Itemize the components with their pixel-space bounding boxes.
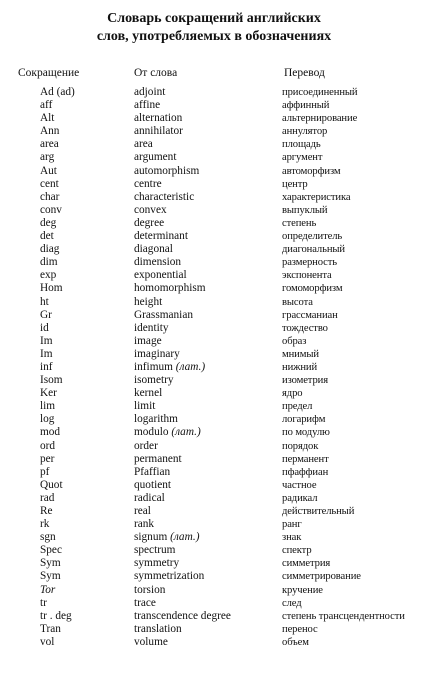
- source-word-cell: [134, 518, 154, 531]
- source-word-cell: [134, 99, 160, 112]
- table-row: [0, 204, 428, 217]
- source-word-text: symmetry: [134, 557, 180, 570]
- source-word-text: determinant: [134, 230, 188, 243]
- source-word-text: imaginary: [134, 347, 180, 360]
- source-word-text: kernel: [134, 387, 163, 400]
- table-row: [0, 518, 428, 531]
- source-word-cell: [134, 296, 162, 309]
- source-word-text: centre: [134, 177, 162, 190]
- source-word-text: convex: [134, 203, 167, 216]
- abbreviation-cell: Hom: [40, 282, 63, 295]
- source-word-text: symmetrization: [134, 570, 205, 583]
- abbreviation-cell: Sym: [40, 570, 61, 583]
- column-header-translation: Перевод: [284, 67, 325, 79]
- source-word-cell: [134, 86, 165, 99]
- abbreviation-cell: Quot: [40, 478, 63, 491]
- title-line-2: слов, употребляемых в обозначениях: [96, 29, 332, 44]
- table-row: [0, 492, 428, 505]
- source-word-cell: [134, 557, 179, 570]
- source-word-cell: [134, 138, 153, 151]
- source-word-cell: [134, 178, 162, 191]
- source-word-cell: [134, 243, 173, 256]
- source-word-text: signum: [134, 531, 168, 544]
- table-row: [0, 256, 428, 269]
- abbreviation-cell: log: [40, 413, 55, 426]
- source-word-cell: [134, 165, 199, 178]
- latin-note: (лат.): [171, 426, 201, 439]
- translation-cell: образ: [282, 335, 307, 347]
- source-word-text: height: [134, 295, 163, 308]
- abbreviation-cell: inf: [40, 360, 53, 373]
- source-word-text: area: [134, 138, 153, 151]
- source-word-text: volume: [134, 635, 168, 648]
- abbreviation-cell: diag: [40, 243, 60, 256]
- source-word-text: image: [134, 334, 162, 347]
- abbreviation-cell: sgn: [40, 531, 56, 544]
- source-word-text: annihilator: [134, 125, 183, 138]
- source-word-cell: [134, 335, 162, 348]
- table-row: [0, 269, 428, 282]
- translation-cell: объем: [282, 636, 309, 648]
- abbreviation-cell: conv: [40, 203, 62, 216]
- table-row: [0, 165, 428, 178]
- table-row: [0, 322, 428, 335]
- translation-cell: знак: [282, 532, 302, 544]
- table-row: [0, 597, 428, 610]
- abbreviation-cell: mod: [40, 426, 61, 439]
- translation-cell: след: [282, 597, 302, 609]
- abbreviation-cell: pf: [40, 465, 50, 478]
- source-word-cell: [134, 413, 178, 426]
- translation-cell: степень трансцендентности: [282, 610, 405, 622]
- source-word-text: translation: [134, 622, 182, 635]
- translation-cell: нижний: [282, 361, 318, 373]
- table-row: [0, 309, 428, 322]
- translation-cell: симметрирование: [282, 571, 361, 583]
- source-word-cell: [134, 322, 169, 335]
- table-row: [0, 230, 428, 243]
- source-word-text: trace: [134, 596, 156, 609]
- translation-cell: действительный: [282, 506, 355, 517]
- abbreviation-cell: det: [40, 230, 54, 243]
- source-word-text: torsion: [134, 583, 166, 596]
- table-row: [0, 296, 428, 309]
- source-word-text: characteristic: [134, 190, 195, 203]
- table-row: [0, 217, 428, 230]
- translation-cell: по модулю: [282, 427, 330, 439]
- table-row: [0, 361, 428, 374]
- table-row: [0, 138, 428, 151]
- source-word-text: argument: [134, 151, 177, 164]
- abbreviation-cell: Tor: [40, 583, 56, 596]
- table-row: [0, 453, 428, 466]
- translation-cell: порядок: [282, 440, 319, 452]
- source-word-text: degree: [134, 216, 165, 229]
- translation-cell: ранг: [282, 519, 302, 531]
- table-row: [0, 557, 428, 570]
- source-word-text: homomorphism: [134, 282, 206, 295]
- abbreviation-cell: deg: [40, 216, 57, 229]
- translation-cell: перенос: [282, 623, 318, 635]
- abbreviation-cell: area: [40, 138, 59, 151]
- abbreviation-cell: dim: [40, 256, 58, 269]
- translation-cell: определитель: [282, 231, 343, 243]
- source-word-cell: [134, 466, 170, 479]
- translation-cell: размерность: [282, 257, 338, 269]
- abbreviation-cell: Gr: [40, 308, 52, 321]
- abbreviation-cell: char: [40, 190, 60, 203]
- abbreviation-cell: id: [40, 321, 49, 334]
- source-word-cell: [134, 623, 182, 636]
- source-word-cell: [134, 387, 162, 400]
- source-word-cell: [134, 151, 176, 164]
- source-word-text: rank: [134, 518, 155, 531]
- source-word-cell: [134, 636, 168, 649]
- table-row: [0, 479, 428, 492]
- table-row: [0, 584, 428, 597]
- table-row: [0, 544, 428, 557]
- table-row: [0, 112, 428, 125]
- table-row: [0, 374, 428, 387]
- source-word-text: radical: [134, 491, 165, 504]
- table-row: [0, 623, 428, 636]
- source-word-text: affine: [134, 99, 161, 112]
- translation-cell: ядро: [282, 388, 303, 400]
- abbreviation-cell: Isom: [40, 374, 63, 387]
- latin-note: (лат.): [170, 531, 200, 544]
- abbreviation-cell: Sym: [40, 557, 61, 570]
- page-title: [0, 10, 428, 46]
- abbreviation-cell: aff: [40, 99, 53, 112]
- source-word-cell: [134, 570, 204, 583]
- source-word-cell: [134, 256, 181, 269]
- translation-cell: спектр: [282, 545, 312, 557]
- abbreviation-cell: rad: [40, 491, 55, 504]
- translation-cell: симметрия: [282, 558, 331, 570]
- abbreviation-cell: Im: [40, 347, 53, 360]
- translation-cell: мнимый: [282, 348, 319, 360]
- abbreviation-cell: Ker: [40, 387, 57, 400]
- translation-cell: автоморфизм: [282, 165, 341, 177]
- translation-cell: изометрия: [282, 375, 328, 387]
- source-word-text: limit: [134, 400, 156, 413]
- column-header-source-word: От слова: [134, 67, 178, 79]
- table-row: [0, 99, 428, 112]
- abbreviation-cell: rk: [40, 518, 50, 531]
- source-word-text: isometry: [134, 374, 174, 387]
- source-word-cell: [134, 269, 187, 282]
- source-word-cell: [134, 426, 201, 439]
- abbreviation-cell: tr . deg: [40, 609, 72, 622]
- source-word-cell: [134, 309, 193, 322]
- translation-cell: пфаффиан: [282, 466, 329, 478]
- source-word-text: real: [134, 505, 151, 517]
- source-word-text: dimension: [134, 256, 182, 269]
- table-row: [0, 151, 428, 164]
- translation-cell: гомоморфизм: [282, 283, 343, 295]
- source-word-text: identity: [134, 321, 169, 334]
- source-word-text: modulo: [134, 426, 169, 439]
- source-word-cell: [134, 400, 155, 413]
- translation-cell: кручение: [282, 584, 323, 596]
- source-word-cell: [134, 453, 182, 466]
- source-word-text: transcendence degree: [134, 609, 231, 622]
- source-word-text: Pfaffian: [134, 465, 171, 478]
- abbreviation-cell: per: [40, 452, 55, 465]
- table-row: [0, 387, 428, 400]
- source-word-cell: [134, 361, 205, 374]
- source-word-text: Grassmanian: [134, 308, 193, 321]
- table-row: [0, 86, 428, 99]
- latin-note: (лат.): [175, 360, 206, 373]
- source-word-text: adjoint: [134, 86, 166, 98]
- source-word-cell: [134, 531, 199, 544]
- table-row: [0, 191, 428, 204]
- source-word-text: exponential: [134, 269, 187, 282]
- table-row: [0, 125, 428, 138]
- translation-cell: грассманиан: [282, 309, 338, 321]
- source-word-text: automorphism: [134, 164, 200, 177]
- translation-cell: аннулятор: [282, 126, 328, 138]
- translation-cell: аргумент: [282, 152, 323, 164]
- translation-cell: частное: [282, 479, 317, 491]
- translation-cell: высота: [282, 296, 313, 308]
- source-word-cell: [134, 505, 151, 518]
- abbreviation-cell: ht: [40, 295, 49, 308]
- table-row: [0, 466, 428, 479]
- source-word-text: order: [134, 439, 158, 452]
- abbreviation-cell: exp: [40, 269, 57, 282]
- column-header-abbreviation: Сокращение: [18, 67, 80, 79]
- source-word-cell: [134, 217, 164, 230]
- source-word-cell: [134, 112, 182, 125]
- source-word-cell: [134, 479, 171, 492]
- source-word-cell: [134, 492, 165, 505]
- table-row: [0, 505, 428, 518]
- translation-cell: центр: [282, 178, 308, 190]
- translation-cell: экспонента: [282, 270, 332, 282]
- translation-cell: выпуклый: [282, 204, 328, 216]
- abbreviation-cell: Alt: [40, 112, 55, 125]
- source-word-cell: [134, 204, 167, 217]
- table-row: [0, 335, 428, 348]
- abbreviation-cell: Re: [40, 505, 53, 517]
- table-row: [0, 636, 428, 649]
- abbreviation-cell: arg: [40, 151, 55, 164]
- source-word-cell: [134, 282, 206, 295]
- abbreviation-cell: vol: [40, 635, 55, 648]
- abbreviation-cell: ord: [40, 439, 56, 452]
- translation-cell: характеристика: [282, 191, 351, 203]
- title-line-1: Словарь сокращений английских: [107, 11, 321, 26]
- abbreviation-cell: Ann: [40, 125, 60, 138]
- source-word-cell: [134, 610, 231, 623]
- source-word-text: spectrum: [134, 544, 176, 557]
- source-word-cell: [134, 230, 188, 243]
- translation-cell: перманент: [282, 453, 329, 465]
- source-word-cell: [134, 191, 194, 204]
- abbreviation-cell: Tran: [40, 622, 61, 635]
- table-row: [0, 426, 428, 439]
- translation-cell: степень: [282, 217, 317, 229]
- source-word-text: infimum: [134, 360, 173, 373]
- table-row: [0, 348, 428, 361]
- translation-cell: тождество: [282, 322, 328, 334]
- source-word-cell: [134, 374, 174, 387]
- source-word-cell: [134, 348, 180, 361]
- table-row: [0, 282, 428, 295]
- translation-cell: площадь: [282, 139, 321, 151]
- source-word-text: quotient: [134, 478, 172, 491]
- abbreviation-cell: Im: [40, 334, 53, 347]
- abbreviation-cell: Ad (ad): [40, 86, 75, 98]
- source-word-cell: [134, 584, 165, 597]
- translation-cell: альтернирование: [282, 113, 358, 125]
- source-word-cell: [134, 440, 158, 453]
- source-word-text: permanent: [134, 452, 182, 465]
- source-word-cell: [134, 125, 183, 138]
- abbreviation-cell: lim: [40, 400, 56, 413]
- source-word-text: alternation: [134, 112, 183, 125]
- table-row: [0, 531, 428, 544]
- source-word-text: logarithm: [134, 413, 178, 426]
- translation-cell: предел: [282, 401, 313, 413]
- table-row: [0, 413, 428, 426]
- table-row: [0, 400, 428, 413]
- source-word-cell: [134, 544, 175, 557]
- source-word-cell: [134, 597, 156, 610]
- translation-cell: присоединенный: [282, 87, 358, 98]
- abbreviation-cell: tr: [40, 596, 47, 609]
- table-row: [0, 610, 428, 623]
- translation-cell: логарифм: [282, 414, 326, 426]
- abbreviation-cell: Spec: [40, 544, 62, 557]
- abbreviation-cell: cent: [40, 177, 59, 190]
- translation-cell: аффинный: [282, 100, 330, 112]
- abbreviation-cell: Aut: [40, 164, 57, 177]
- abbreviation-table: [0, 86, 428, 649]
- table-row: [0, 178, 428, 191]
- translation-cell: диагональный: [282, 244, 345, 256]
- translation-cell: радикал: [282, 492, 318, 504]
- table-row: [0, 243, 428, 256]
- source-word-text: diagonal: [134, 243, 173, 256]
- table-row: [0, 440, 428, 453]
- table-row: [0, 570, 428, 583]
